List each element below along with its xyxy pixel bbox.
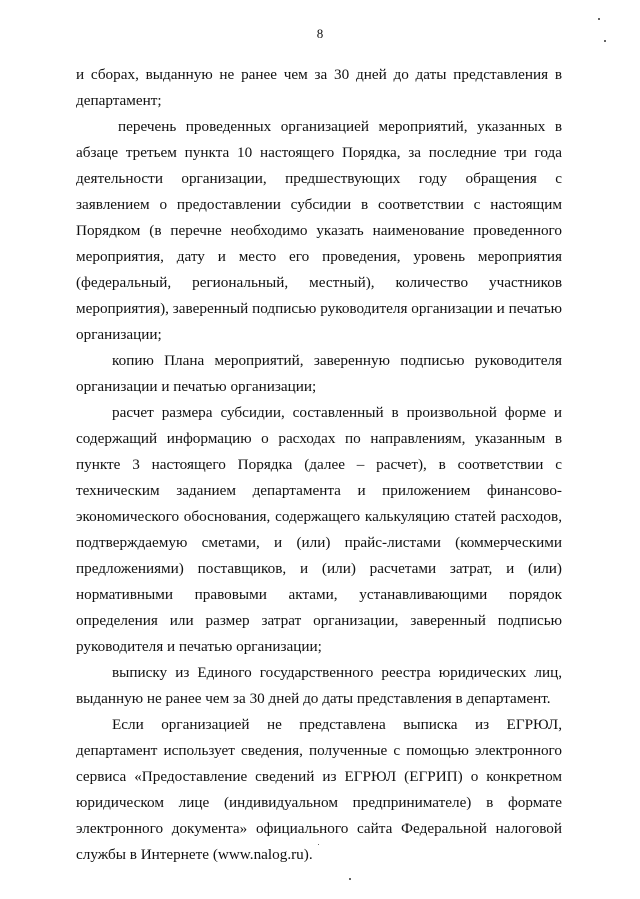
scan-speck	[598, 18, 600, 20]
scan-speck	[349, 878, 351, 880]
scan-speck	[318, 844, 319, 845]
paragraph-egrul-service: Если организацией не представлена выписка из ЕГРЮЛ, департамент использует сведения, полученные с помощью электронного сервиса «Предоставление сведений из ЕГРЮЛ (ЕГРИП) о конкретном юридическом лице (индивидуальном предпринимателе) в формате электронного документа» официального сайта Федеральной налоговой службы в Интернете (www.nalog.ru).	[76, 716, 562, 863]
document-body	[76, 62, 562, 868]
paragraph-egrul-extract: выписку из Единого государственного реестра юридических лиц, выданную не ранее чем за 30 дней до даты представления в департамент.	[76, 664, 562, 707]
paragraph-events-list: перечень проведенных организацией мероприятий, указанных в абзаце третьем пункта 10 настоящего Порядка, за последние три года деятельности организации, предшествующих году обращения с заявлением о предоставлении субсидии в соответствии с настоящим Порядком (в перечне необходимо указать наименование проведенного мероприятия, дату и место его проведения, уровень мероприятия (федеральный, региональный, местный), количество участников мероприятия), заверенный подписью руководителя организации и печатью организации;	[76, 118, 562, 343]
paragraph-continuation: и сборах, выданную не ранее чем за 30 дней до даты представления в департамент;	[76, 66, 562, 109]
scan-speck	[604, 40, 606, 42]
paragraph-plan-copy: копию Плана мероприятий, заверенную подписью руководителя организации и печатью организации;	[76, 352, 562, 395]
page-number: 8	[316, 26, 324, 41]
paragraph-subsidy-calculation: расчет размера субсидии, составленный в произвольной форме и содержащий информацию о расходах по направлениям, указанным в пункте 3 настоящего Порядка (далее – расчет), в соответствии с техническим заданием департамента и приложением финансово-экономического обоснования, содержащего калькуляцию статей расходов, подтверждаемую сметами, и (или) прайс-листами (коммерческими предложениями) поставщиков, и (или) расчетами затрат, и (или) нормативными правовыми актами, устанавливающими порядок определения или размер затрат организации, заверенный подписью руководителя и печатью организации;	[76, 404, 562, 655]
